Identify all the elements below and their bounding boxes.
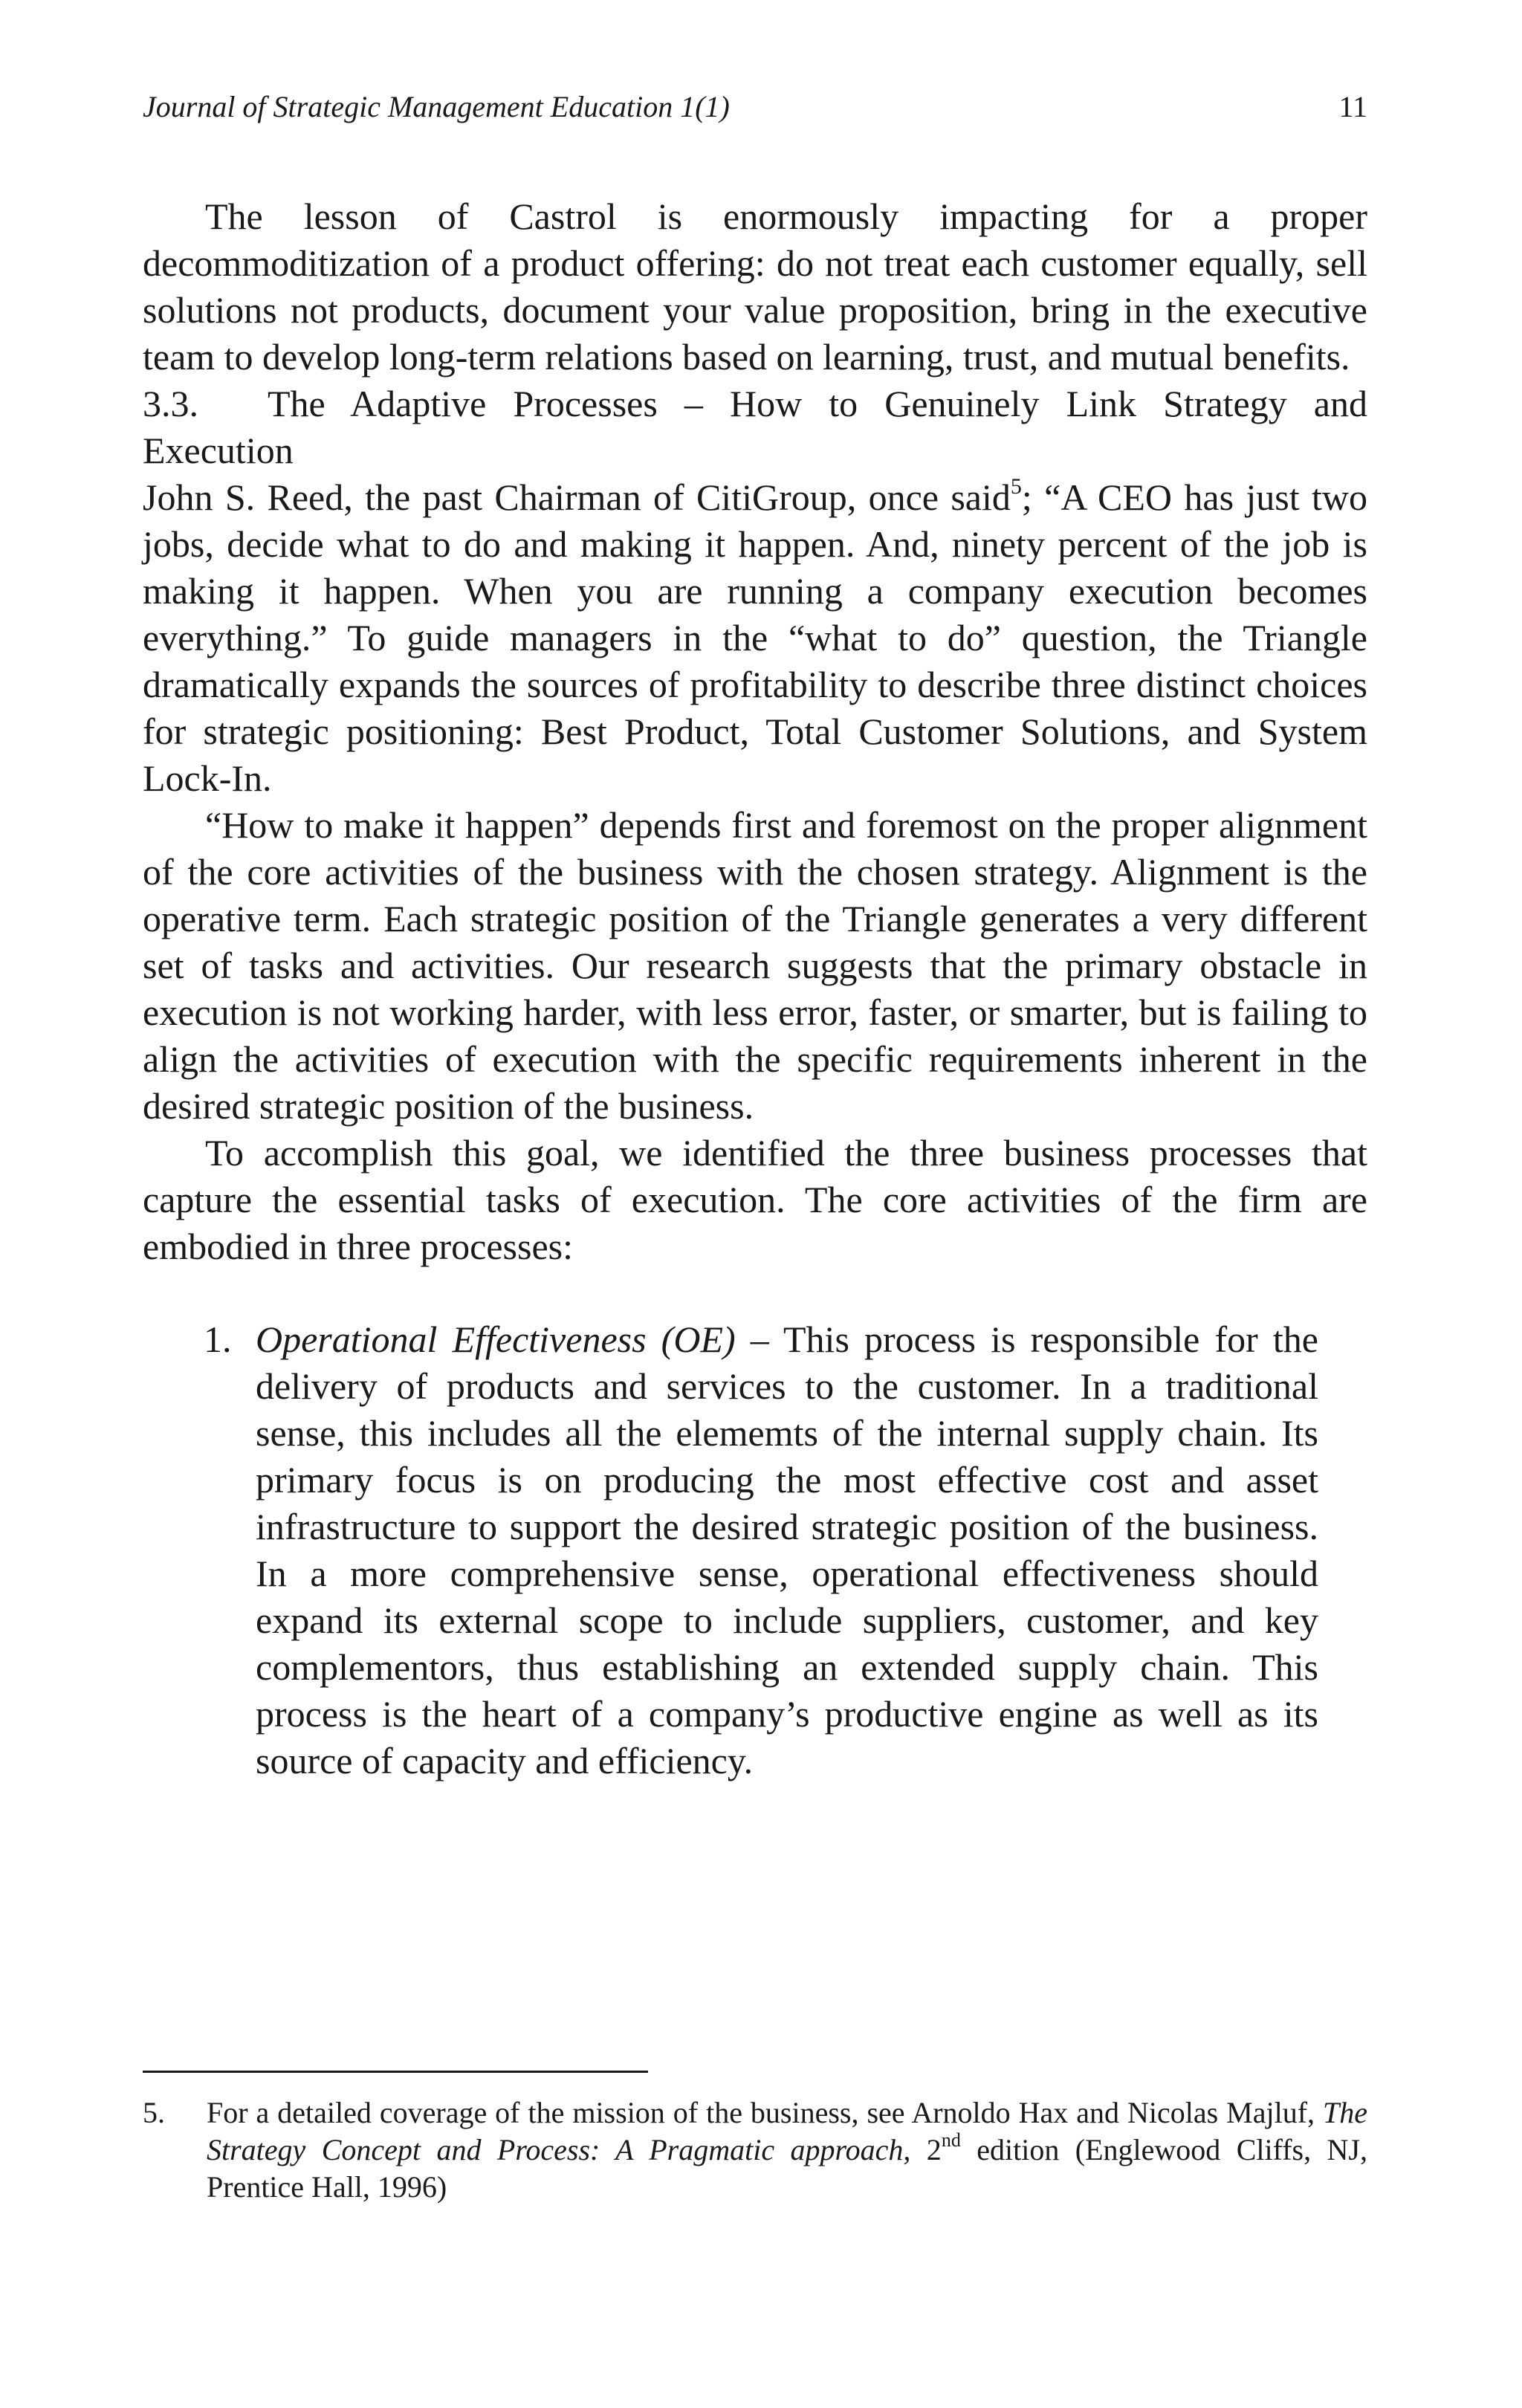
footnote-edition-superscript: nd bbox=[941, 2129, 961, 2151]
section-title: The Adaptive Processes – How to Genuinely Link Strategy and Execution bbox=[143, 383, 1367, 471]
footnote-reference: 5 bbox=[1010, 474, 1022, 499]
running-head-title: Journal of Strategic Management Education 1(1) bbox=[143, 90, 730, 123]
paragraph-castrol: The lesson of Castrol is enormously impacting for a proper decommoditization of a product offering: do not treat each customer equally, sell solutions not products, document your value proposition, bring in the executive team to develop long-term relations based on learning, trust, and mutual benefits. bbox=[143, 195, 1367, 378]
list-item-text: – This process is responsible for the delivery of products and services to the customer. In a traditional sense, this includes all the elememts of the internal supply chain. Its primary focus is on producing the most effective cost and asset infrastructure to support the desired strategic position of the business. In a more comprehensive sense, operational effectiveness should expand its external scope to include suppliers, customer, and key complementors, thus establishing an extended supply chain. This process is the heart of a company’s productive engine as well as its source of capacity and efficiency. bbox=[256, 1318, 1318, 1781]
section-number: 3.3. bbox=[143, 383, 198, 424]
running-head bbox=[143, 89, 1367, 134]
list-item-term: Operational Effectiveness (OE) bbox=[256, 1318, 736, 1360]
list-item-marker: 1. bbox=[204, 1318, 232, 1360]
footnote-text bbox=[207, 2094, 1367, 2206]
section-heading bbox=[143, 381, 1367, 474]
body-text bbox=[143, 193, 1367, 1784]
process-list bbox=[143, 1316, 1367, 1784]
footnote-text-part-b: edition (Englewood Cliffs, NJ, Prentice Hall, 1996) bbox=[207, 2133, 1367, 2204]
footnote-text-part-a: For a detailed coverage of the mission of the business, see Arnoldo Hax and Nicolas Majluf, bbox=[207, 2096, 1323, 2129]
paragraph-reed-part-a: John S. Reed, the past Chairman of CitiGroup, once said bbox=[143, 476, 1011, 518]
paragraph-reed-part-b: ; “A CEO has just two jobs, decide what to do and making it happen. And, ninety percent of the job is making it happen. When you are running a company execution becomes everything.” To guide managers in the “what to do” question, the Triangle dramatically expands the sources of profitability to describe three distinct choices for strategic positioning: Best Product, Total Customer Solutions, and System Lock-In. bbox=[143, 476, 1368, 799]
paragraph-how-to-make-it-happen: “How to make it happen” depends first and foremost on the proper alignment of the core activities of the business with the chosen strategy. Alignment is the operative term. Each strategic position of the Triangle generates a very different set of tasks and activities. Our research suggests that the primary obstacle in execution is not working harder, with less error, faster, or smarter, but is failing to align the activities of execution with the specific requirements inherent in the desired strategic position of the business. bbox=[143, 804, 1367, 1127]
footnote-divider bbox=[143, 2071, 648, 2073]
footnote-marker: 5. bbox=[143, 2096, 165, 2129]
footnote-edition-number: 2 bbox=[910, 2133, 942, 2166]
page-number: 11 bbox=[1338, 90, 1367, 123]
list-item bbox=[204, 1316, 1318, 1784]
journal-page bbox=[143, 0, 1367, 2408]
paragraph-reed bbox=[143, 474, 1367, 802]
footnote-book-title: The Strategy Concept and Process: A Pragmatic approach, bbox=[207, 2096, 1367, 2166]
paragraph-accomplish-goal: To accomplish this goal, we identified the three business processes that capture the essential tasks of execution. The core activities of the firm are embodied in three processes: bbox=[143, 1132, 1367, 1267]
footnote bbox=[143, 2094, 1367, 2206]
